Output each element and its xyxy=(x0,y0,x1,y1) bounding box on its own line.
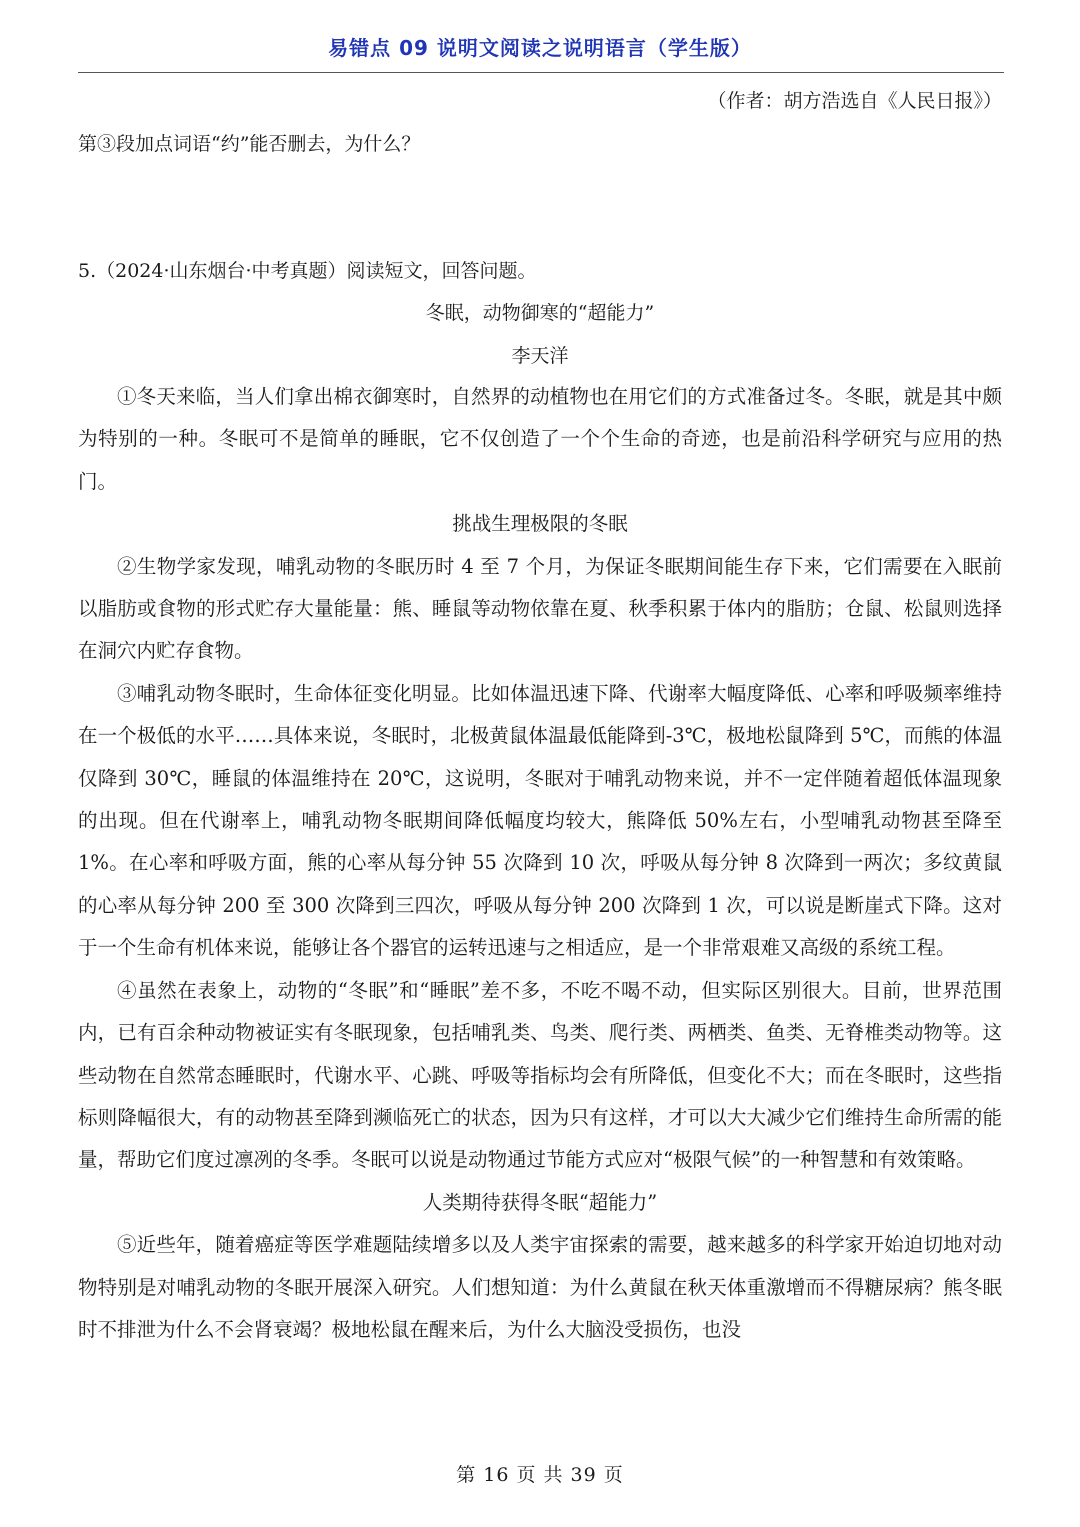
document-header-title: 易错点 09 说明文阅读之说明语言（学生版） xyxy=(328,36,752,60)
author-source-line: （作者：胡方浩选自《人民日报》） xyxy=(707,90,1002,112)
paragraph-4: ④虽然在表象上，动物的“冬眠”和“睡眠”差不多，不吃不喝不动，但实际区别很大。目前，世界范围内，已有百余种动物被证实有冬眠现象，包括哺乳类、鸟类、爬行类、两栖类、鱼类、无脊椎类动物等。这些动物在自然常态睡眠时，代谢水平、心跳、呼吸等指标均会有所降低，但变化不大；而在冬眠时，这些指标则降幅很大，有的动物甚至降到濒临死亡的状态，因为只有这样，才可以大大减少它们维持生命所需的能量，帮助它们度过凛冽的冬季。冬眠可以说是动物通过节能方式应对“极限气候”的一种智慧和有效策略。 xyxy=(78,978,1002,1172)
paragraph-2: ②生物学家发现，哺乳动物的冬眠历时 4 至 7 个月，为保证冬眠期间能生存下来，它们需要在入眠前以脂肪或食物的形式贮存大量能量：熊、睡鼠等动物依靠在夏、秋季积累于体内的脂肪；仓鼠、松鼠则选择在洞穴内贮存食物。 xyxy=(78,554,1002,663)
article-title: 冬眠，动物御寒的“超能力” xyxy=(425,302,655,324)
section-heading-1: 挑战生理极限的冬眠 xyxy=(452,512,628,536)
previous-question: 第③段加点词语“约”能否删去，为什么？ xyxy=(78,133,421,155)
paragraph-1: ①冬天来临，当人们拿出棉衣御寒时，自然界的动植物也在用它们的方式准备过冬。冬眠，就是其中颇为特别的一种。冬眠可不是简单的睡眠，它不仅创造了一个个生命的奇迹，也是前沿科学研究与应用的热门。 xyxy=(78,385,1002,493)
paragraph-3: ③哺乳动物冬眠时，生命体征变化明显。比如体温迅速下降、代谢率大幅度降低、心率和呼吸频率维持在一个极低的水平……具体来说，冬眠时，北极黄鼠体温最低能降到-3℃，极地松鼠降到 5℃，而熊的体温仅降到 30℃，睡鼠的体温维持在 20℃，这说明，冬眠对于哺乳动物来说，并不一定伴随着超低体温现象的出现。但在代谢率上，哺乳动物冬眠期间降低幅度均较大，熊降低 50%左右，小型哺乳动物甚至降至 1%。在心率和呼吸方面，熊的心率从每分钟 55 次降到 10 次，呼吸从每分钟 8 次降到一两次；多纹黄鼠的心率从每分钟 200 至 300 次降到三四次，呼吸从每分钟 200 次降到 1 次，可以说是断崖式下降。这对于一个生命有机体来说，能够让各个器官的运转迅速与之相适应，是一个非常艰难又高级的系统工程。 xyxy=(78,681,1002,960)
section-heading-2: 人类期待获得冬眠“超能力” xyxy=(422,1190,658,1214)
article-body xyxy=(78,376,1002,1351)
paragraph-5: ⑤近些年，随着癌症等医学难题陆续增多以及人类宇宙探索的需要，越来越多的科学家开始迫切地对动物特别是对哺乳动物的冬眠开展深入研究。人们想知道：为什么黄鼠在秋天体重激增而不得糖尿病？熊冬眠时不排泄为什么不会肾衰竭？极地松鼠在醒来后，为什么大脑没受损伤，也没 xyxy=(78,1233,1002,1341)
article-author: 李天洋 xyxy=(511,345,569,367)
page-number-footer: 第 16 页 共 39 页 xyxy=(456,1464,624,1486)
header-divider xyxy=(78,72,1004,73)
question-5-intro: 5.（2024·山东烟台·中考真题）阅读短文，回答问题。 xyxy=(78,260,537,282)
